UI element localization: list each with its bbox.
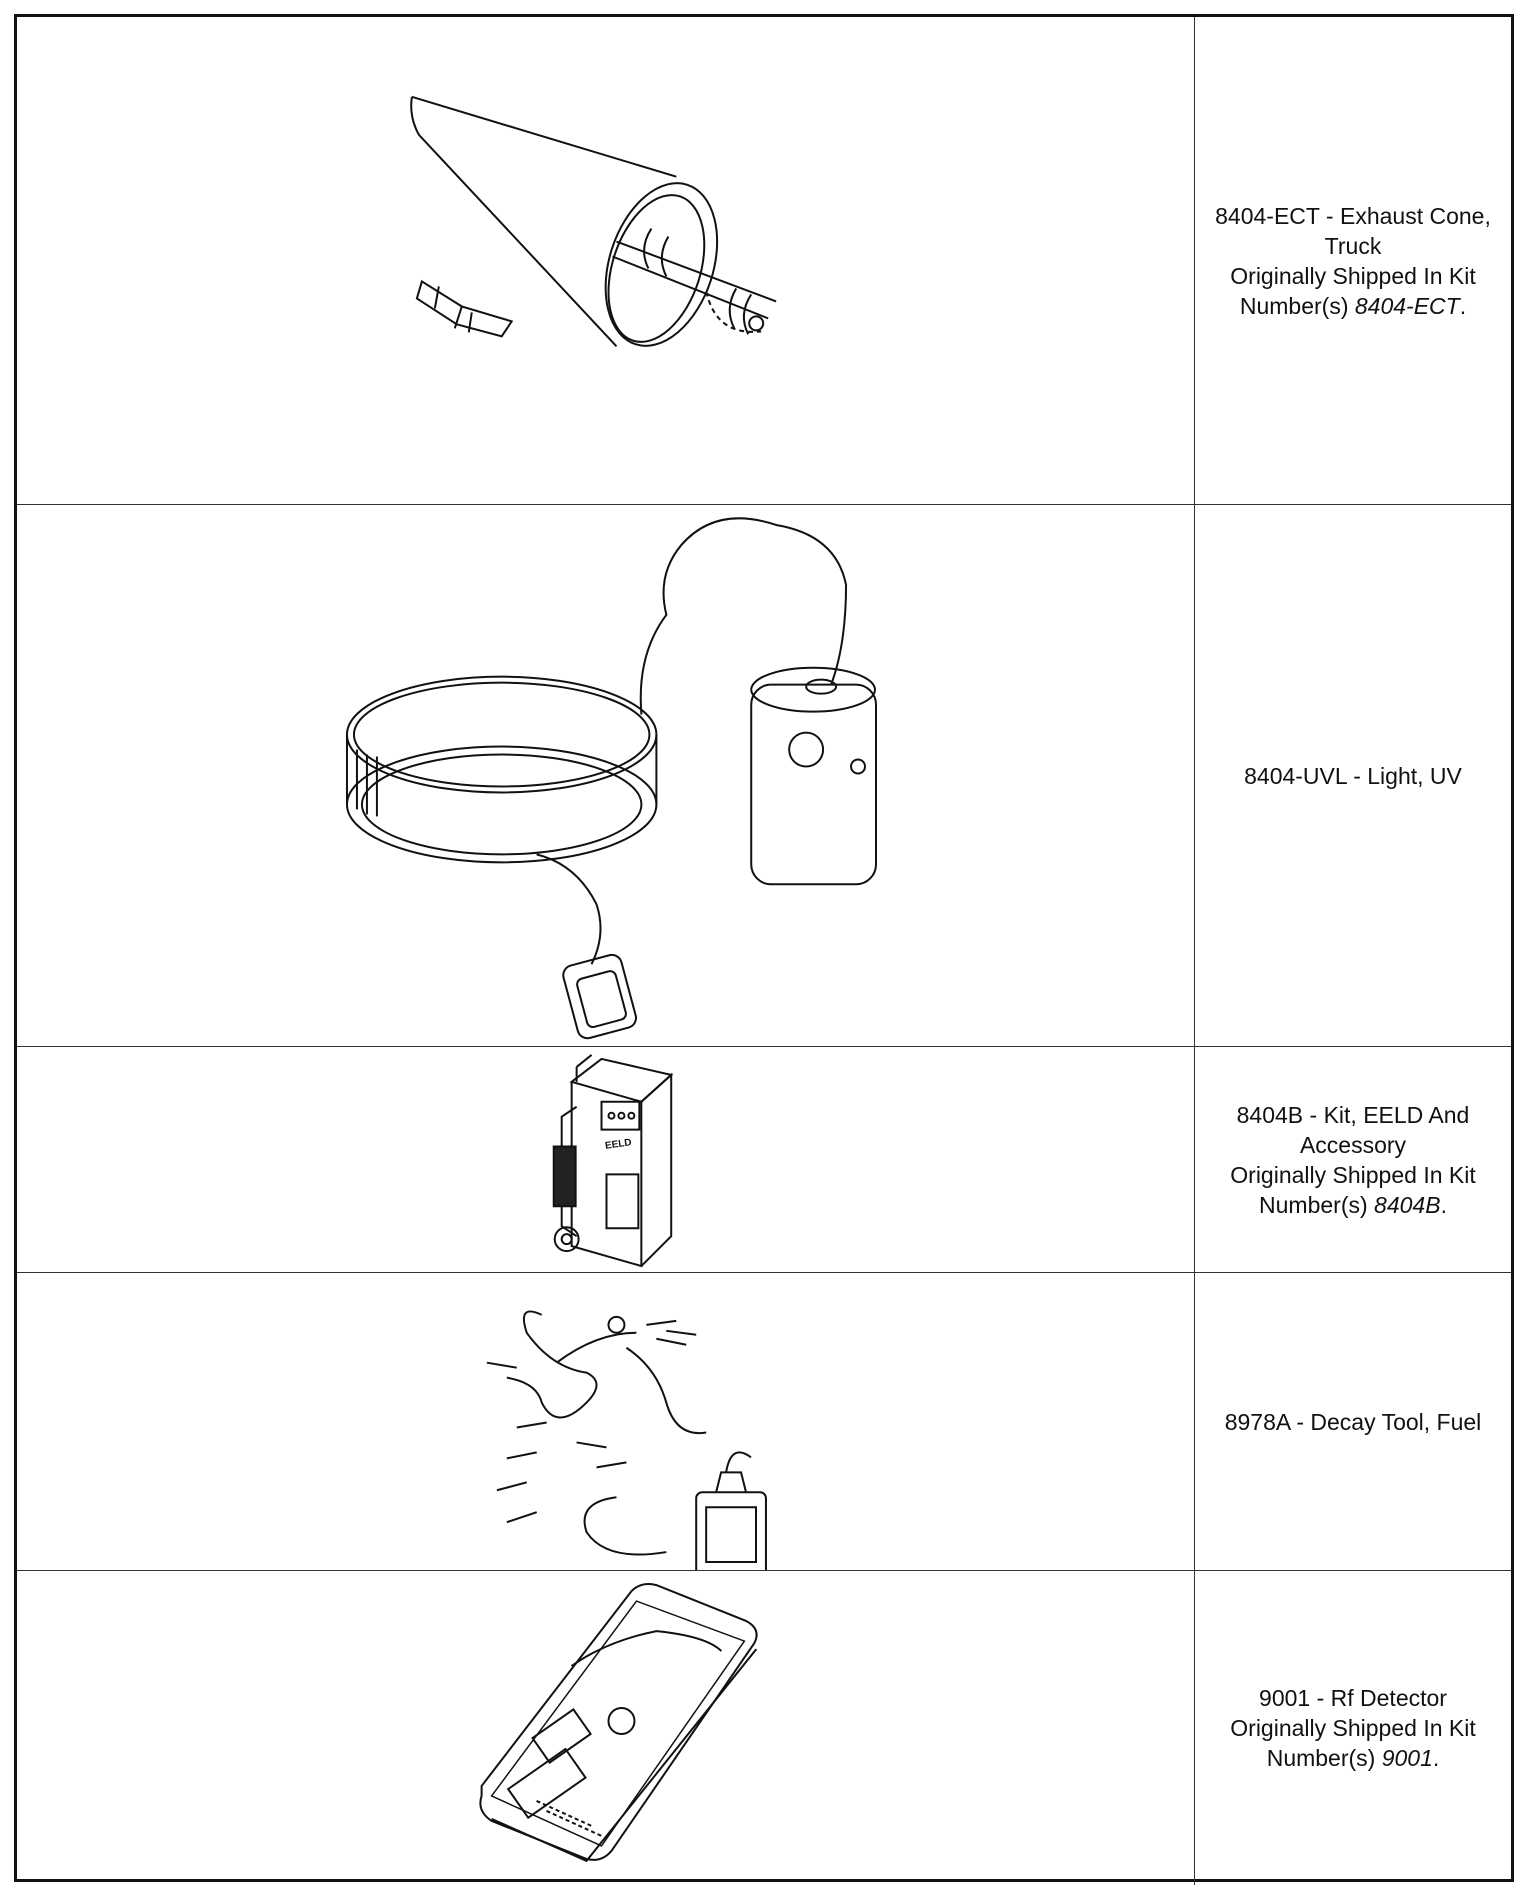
tool-image-cell xyxy=(17,1273,1195,1570)
fuel-decay-tool-icon xyxy=(17,1273,1194,1570)
tool-image-cell xyxy=(17,1571,1195,1885)
rf-detector-icon xyxy=(17,1571,1194,1885)
kit-number: 8404B xyxy=(1374,1191,1441,1218)
tool-description xyxy=(1195,17,1511,504)
period: . xyxy=(1432,1745,1440,1771)
tool-title: 8404B - Kit, EELD And Accessory xyxy=(1236,1101,1470,1158)
tool-title: 9001 - Rf Detector xyxy=(1259,1685,1447,1711)
tool-image-cell xyxy=(17,17,1195,504)
exhaust-cone-icon xyxy=(17,17,1194,504)
eeld-cart-icon xyxy=(17,1047,1194,1272)
uv-light-icon xyxy=(17,505,1194,1046)
tool-table xyxy=(14,14,1514,1882)
tool-description xyxy=(1195,1047,1511,1272)
kit-number: 9001 xyxy=(1381,1745,1433,1771)
period: . xyxy=(1440,1191,1447,1218)
eeld-logo: EELD xyxy=(604,1137,633,1152)
tool-row xyxy=(17,505,1511,1047)
tool-title: 8978A - Decay Tool, Fuel xyxy=(1224,1408,1482,1435)
shipped-in-label: Originally Shipped In Kit Number(s) xyxy=(1230,262,1476,319)
tool-description xyxy=(1195,1273,1511,1570)
tool-row xyxy=(17,17,1511,505)
tool-image-cell xyxy=(17,1047,1195,1272)
tool-title: 8404-ECT - Exhaust Cone, Truck xyxy=(1215,202,1491,259)
tool-row xyxy=(17,1273,1511,1571)
tool-row xyxy=(17,1571,1511,1885)
tool-row xyxy=(17,1047,1511,1273)
tool-description xyxy=(1195,1571,1511,1885)
kit-number: 8404-ECT xyxy=(1354,292,1460,319)
tool-description xyxy=(1195,505,1511,1046)
period: . xyxy=(1459,292,1467,319)
tool-image-cell xyxy=(17,505,1195,1046)
tool-title: 8404-UVL - Light, UV xyxy=(1244,762,1462,789)
shipped-in-label: Originally Shipped In Kit Number(s) xyxy=(1230,1161,1476,1218)
shipped-in-label: Originally Shipped In Kit Number(s) xyxy=(1230,1715,1476,1771)
